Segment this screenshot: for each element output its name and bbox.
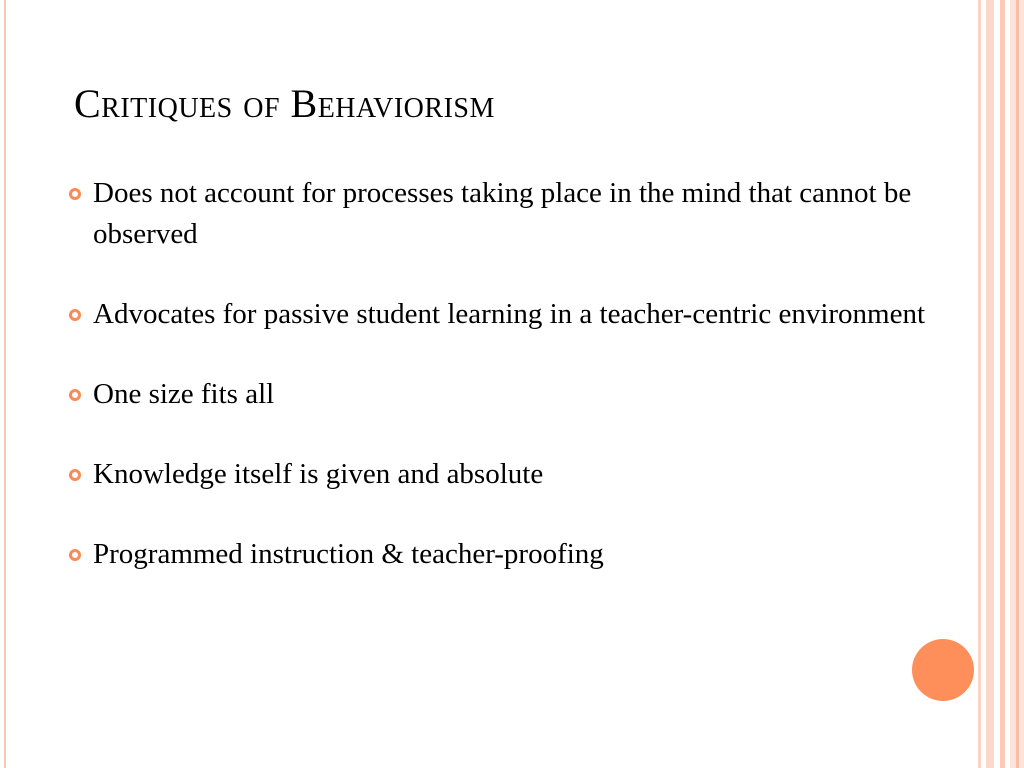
circle-bullet-icon: [69, 389, 81, 401]
left-border-line: [4, 0, 6, 768]
circle-bullet-icon: [69, 469, 81, 481]
bullet-item: [66, 173, 986, 255]
bullet-text: One size fits all: [93, 378, 275, 410]
bullet-item: [66, 534, 986, 575]
circle-bullet-icon: [69, 309, 81, 321]
bullet-item: [66, 294, 986, 335]
stripe: [1000, 0, 1005, 768]
circle-bullet-icon: [69, 188, 81, 200]
bullet-text: Programmed instruction & teacher-proofing: [93, 538, 604, 570]
bullet-text: Advocates for passive student learning in a teacher-centric environment: [93, 298, 926, 330]
bullet-text: Knowledge itself is given and absolute: [93, 458, 544, 490]
stripe: [1016, 0, 1019, 768]
slide-title: Critiques of Behaviorism: [74, 81, 495, 126]
orange-accent-circle: [912, 639, 974, 701]
bullet-item: [66, 374, 986, 415]
circle-bullet-icon: [69, 549, 81, 561]
stripe: [986, 0, 994, 768]
bullet-text: Does not account for processes taking place in the mind that cannot be observed: [93, 177, 912, 250]
bullet-item: [66, 454, 986, 495]
bullet-list: [66, 173, 986, 614]
